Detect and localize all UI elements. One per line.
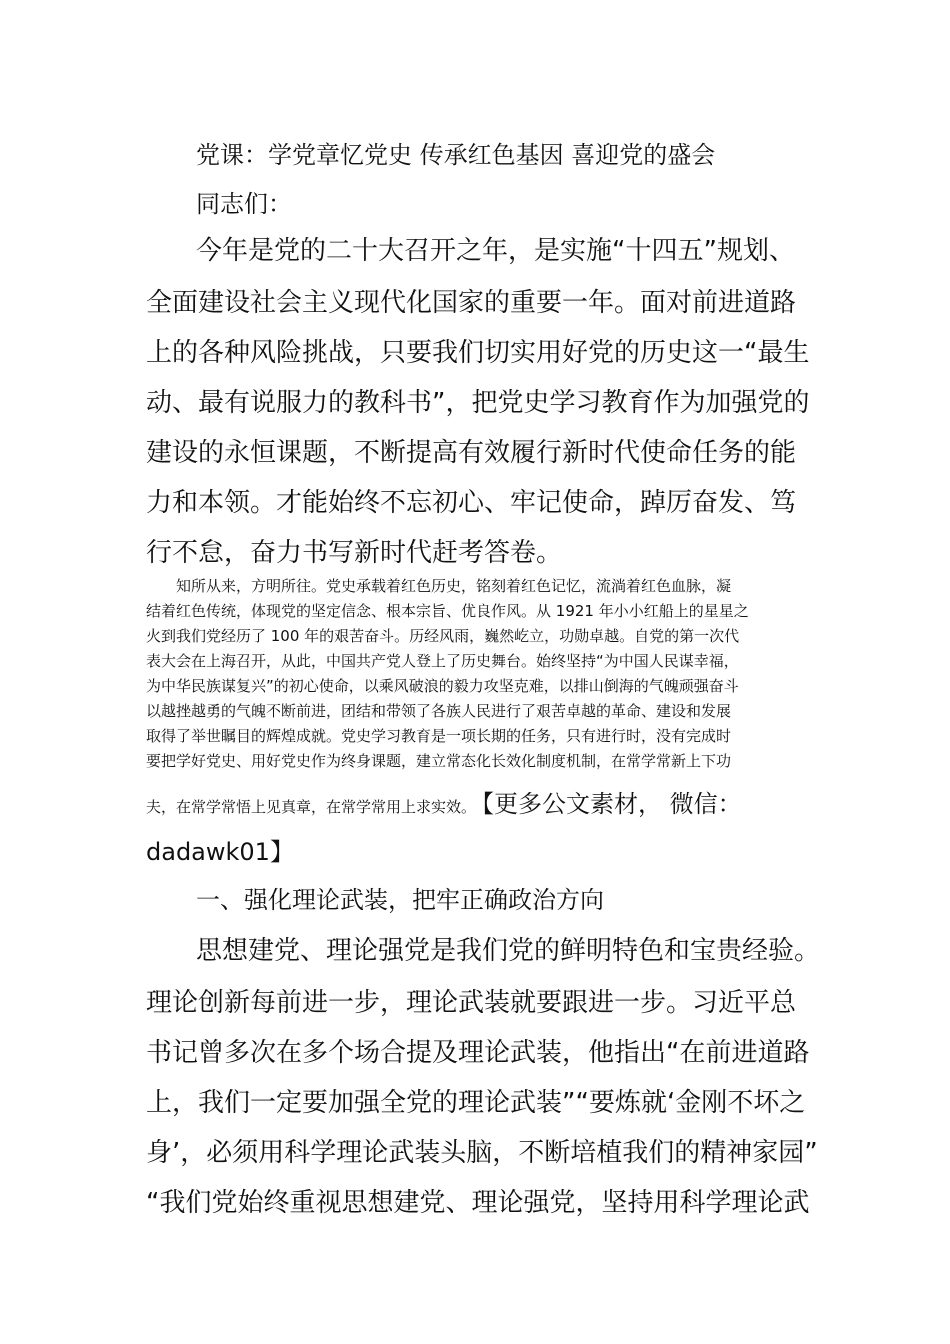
intro-line: 今年是党的二十大召开之年，是实施“十四五”规划、 — [196, 236, 795, 266]
small-paragraph-line: 表大会在上海召开，从此，中国共产党人登上了历史舞台。始终坚持“为中国人民谋幸福， — [146, 652, 739, 670]
promo-text: 【更多公文素材， 微信： — [482, 790, 742, 818]
mixed-line-small: 夫，在常学常悟上见真章，在常学常用上求实效。 — [146, 798, 477, 816]
body-line: “我们党始终重视思想建党、理论强党，坚持用科学理论武 — [146, 1188, 810, 1218]
salutation: 同志们： — [196, 190, 292, 218]
intro-line: 动、最有说服力的教科书”，把党史学习教育作为加强党的 — [146, 388, 810, 418]
intro-line: 建设的永恒课题，不断提高有效履行新时代使命任务的能 — [146, 438, 797, 468]
small-paragraph-line: 知所从来，方明所往。党史承载着红色历史，铭刻着红色记忆，流淌着红色血脉，凝 — [176, 577, 732, 595]
mixed-line — [146, 784, 742, 819]
body-line: 思想建党、理论强党是我们党的鲜明特色和宝贵经验。 — [196, 936, 821, 966]
intro-line: 行不怠，奋力书写新时代赶考答卷。 — [146, 538, 563, 568]
small-paragraph-line: 结着红色传统，体现党的坚定信念、根本宗旨、优良作风。从 1921 年小小红船上的星星之 — [146, 602, 749, 620]
small-paragraph-line: 为中华民族谋复兴”的初心使命，以乘风破浪的毅力攻坚克难，以排山倒海的气魄顽强奋斗 — [146, 677, 739, 695]
small-paragraph-line: 火到我们党经历了 100 年的艰苦奋斗。历经风雨，巍然屹立，功勋卓越。自党的第一次代 — [146, 627, 740, 645]
document-title: 党课：学党章忆党史 传承红色基因 喜迎党的盛会 — [196, 141, 716, 169]
body-line: 上，我们一定要加强全党的理论武装”“要炼就‘金刚不坏之 — [146, 1088, 806, 1118]
intro-line: 全面建设社会主义现代化国家的重要一年。面对前进道路 — [146, 288, 797, 318]
small-paragraph-line: 取得了举世瞩目的辉煌成就。党史学习教育是一项长期的任务，只有进行时，没有完成时 — [146, 727, 732, 745]
section-heading: 一、强化理论武装，把牢正确政治方向 — [196, 886, 604, 914]
contact-line: dadawk01】 — [146, 838, 294, 866]
small-paragraph-line: 以越挫越勇的气魄不断前进，团结和带领了各族人民进行了艰苦卓越的革命、建设和发展 — [146, 702, 732, 720]
body-line: 身’，必须用科学理论武装头脑，不断培植我们的精神家园” — [146, 1138, 818, 1168]
small-paragraph-line: 要把学好党史、用好党史作为终身课题，建立常态化长效化制度机制，在常学常新上下功 — [146, 752, 732, 770]
body-line: 理论创新每前进一步，理论武装就要跟进一步。习近平总 — [146, 988, 797, 1018]
intro-line: 力和本领。才能始终不忘初心、牢记使命，踔厉奋发、笃 — [146, 488, 797, 518]
intro-line: 上的各种风险挑战，只要我们切实用好党的历史这一“最生 — [146, 338, 810, 368]
body-line: 书记曾多次在多个场合提及理论武装，他指出“在前进道路 — [146, 1038, 810, 1068]
